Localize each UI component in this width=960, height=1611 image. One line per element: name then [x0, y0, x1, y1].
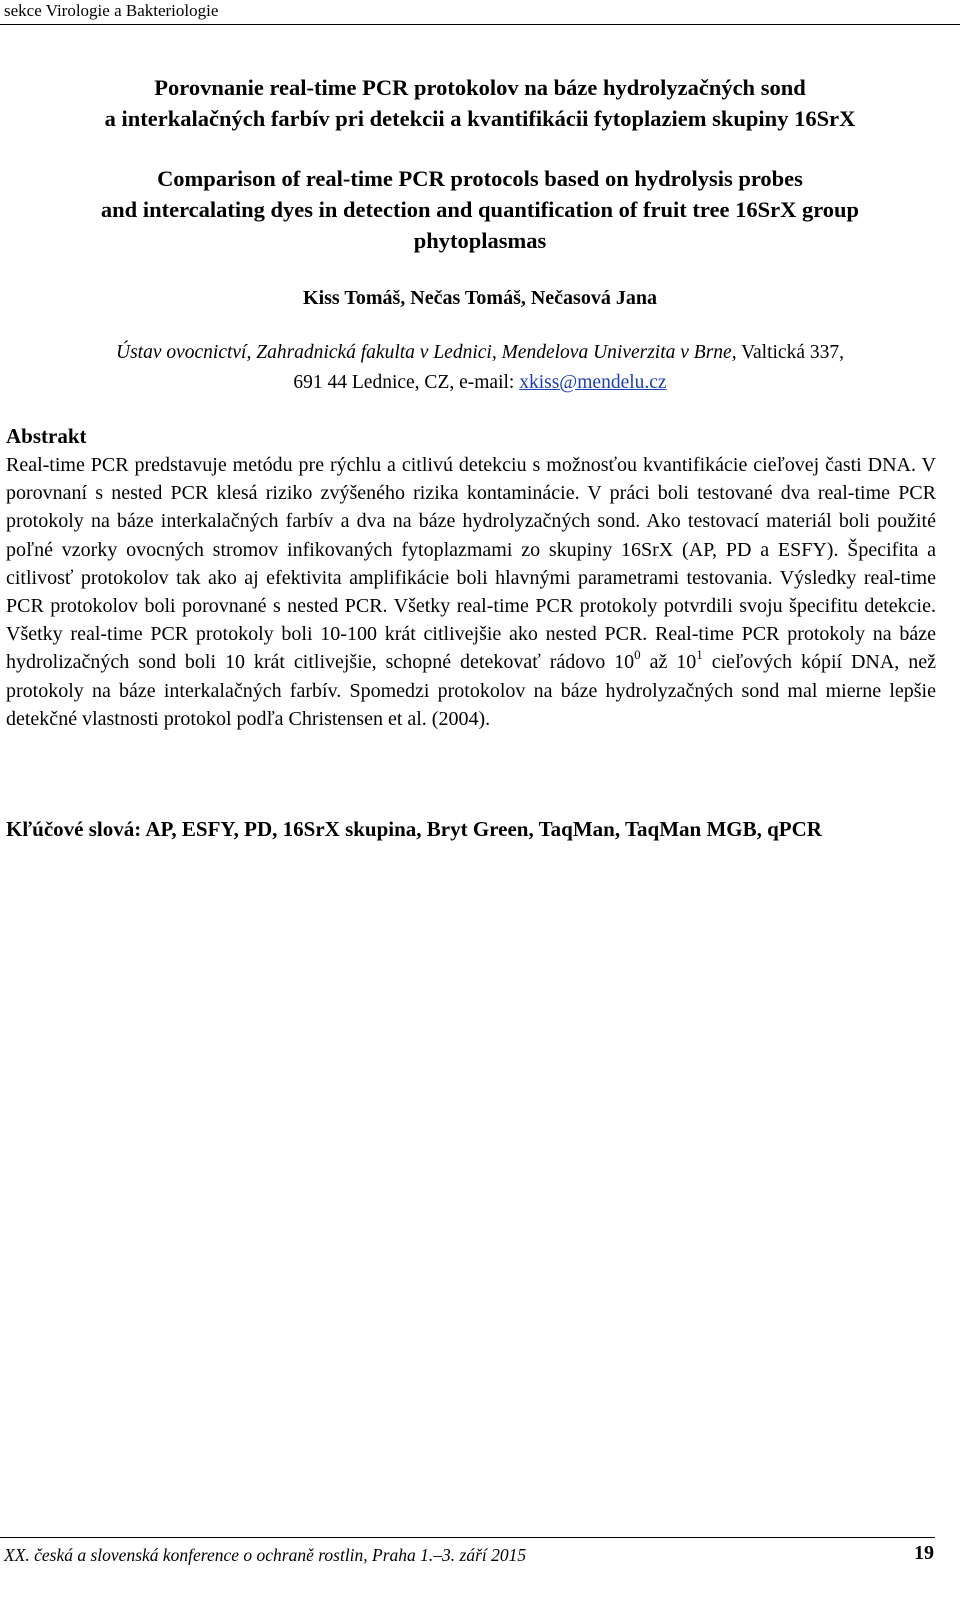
affiliation-line-2 [0, 368, 960, 398]
title-english [0, 163, 960, 256]
title-english-line-1: Comparison of real-time PCR protocols based on hydrolysis probes [157, 166, 803, 191]
title-slovak [0, 72, 960, 134]
keywords: Kľúčové slová: AP, ESFY, PD, 16SrX skupina, Bryt Green, TaqMan, TaqMan MGB, qPCR [6, 817, 822, 841]
authors: Kiss Tomáš, Nečas Tomáš, Nečasová Jana [303, 287, 657, 309]
running-header [0, 0, 960, 25]
affiliation [0, 338, 960, 398]
street: Valtická 337, [736, 342, 844, 363]
superscript-0: 0 [634, 647, 641, 663]
footer-divider [0, 1537, 935, 1538]
abstract-body [6, 451, 936, 733]
city: 691 44 Lednice, CZ, e-mail: [293, 372, 520, 393]
affiliation-line-1 [0, 338, 960, 368]
title-english-line-3: phytoplasmas [413, 228, 547, 253]
title-slovak-line-2: a interkalačných farbív pri detekcii a kvantifikácii fytoplaziem skupiny 16SrX [104, 106, 856, 131]
abstract-text-2: až 10 [640, 651, 697, 674]
title-english-line-2: and intercalating dyes in detection and quantification of fruit tree 16SrX group [100, 197, 860, 222]
abstract-text-1: Real-time PCR predstavuje metódu pre rýchlu a citlivú detekciu s možnosťou kvantifikácie cieľovej časti DNA. V porovnaní s nested PCR klesá riziko zvýšeného rizika kontaminácie. V práci boli testované dva real-time PCR protokoly na báze interkalačných farbív a dva na báze hydrolyzačných sond. Ako testovací materiál boli použité poľné vzorky ovocných stromov infikovaných fytoplazmami zo skupiny 16SrX (AP, PD a ESFY). Špecifita a citlivosť protokolov tak ako aj efektivita amplifikácie boli hlavnými parametrami testovania. Výsledky real-time PCR protokolov boli porovnané s nested PCR. Všetky real-time PCR protokoly potvrdili svoju špecifitu detekcie. Všetky real-time PCR protokoly boli 10-100 krát citlivejšie ako nested PCR. Real-time PCR protokoly na báze hydrolizačných sond boli 10 krát citlivejšie, schopné detekovať rádovo 10 [6, 454, 936, 674]
page-number: 19 [914, 1542, 934, 1564]
section-label: sekce Virologie a Bakteriologie [4, 1, 219, 20]
email-link[interactable]: xkiss@mendelu.cz [519, 372, 667, 393]
abstract-heading: Abstrakt [6, 424, 87, 448]
title-slovak-line-1: Porovnanie real-time PCR protokolov na báze hydrolyzačných sond [154, 75, 806, 100]
abstract-text-3: cieľových kópií DNA, než protokoly na báze interkalačných farbív. Spomedzi protokolov na báze hydrolyzačných sond mal mierne lepšie detekčné vlastnosti protokol podľa Christensen et al. (2004). [6, 651, 936, 730]
institute: Ústav ovocnictví, Zahradnická fakulta v Lednici, Mendelova Univerzita v Brne, [115, 342, 737, 363]
superscript-1: 1 [696, 647, 703, 663]
footer-conference: XX. česká a slovenská konference o ochraně rostlin, Praha 1.–3. září 2015 [4, 1545, 527, 1565]
